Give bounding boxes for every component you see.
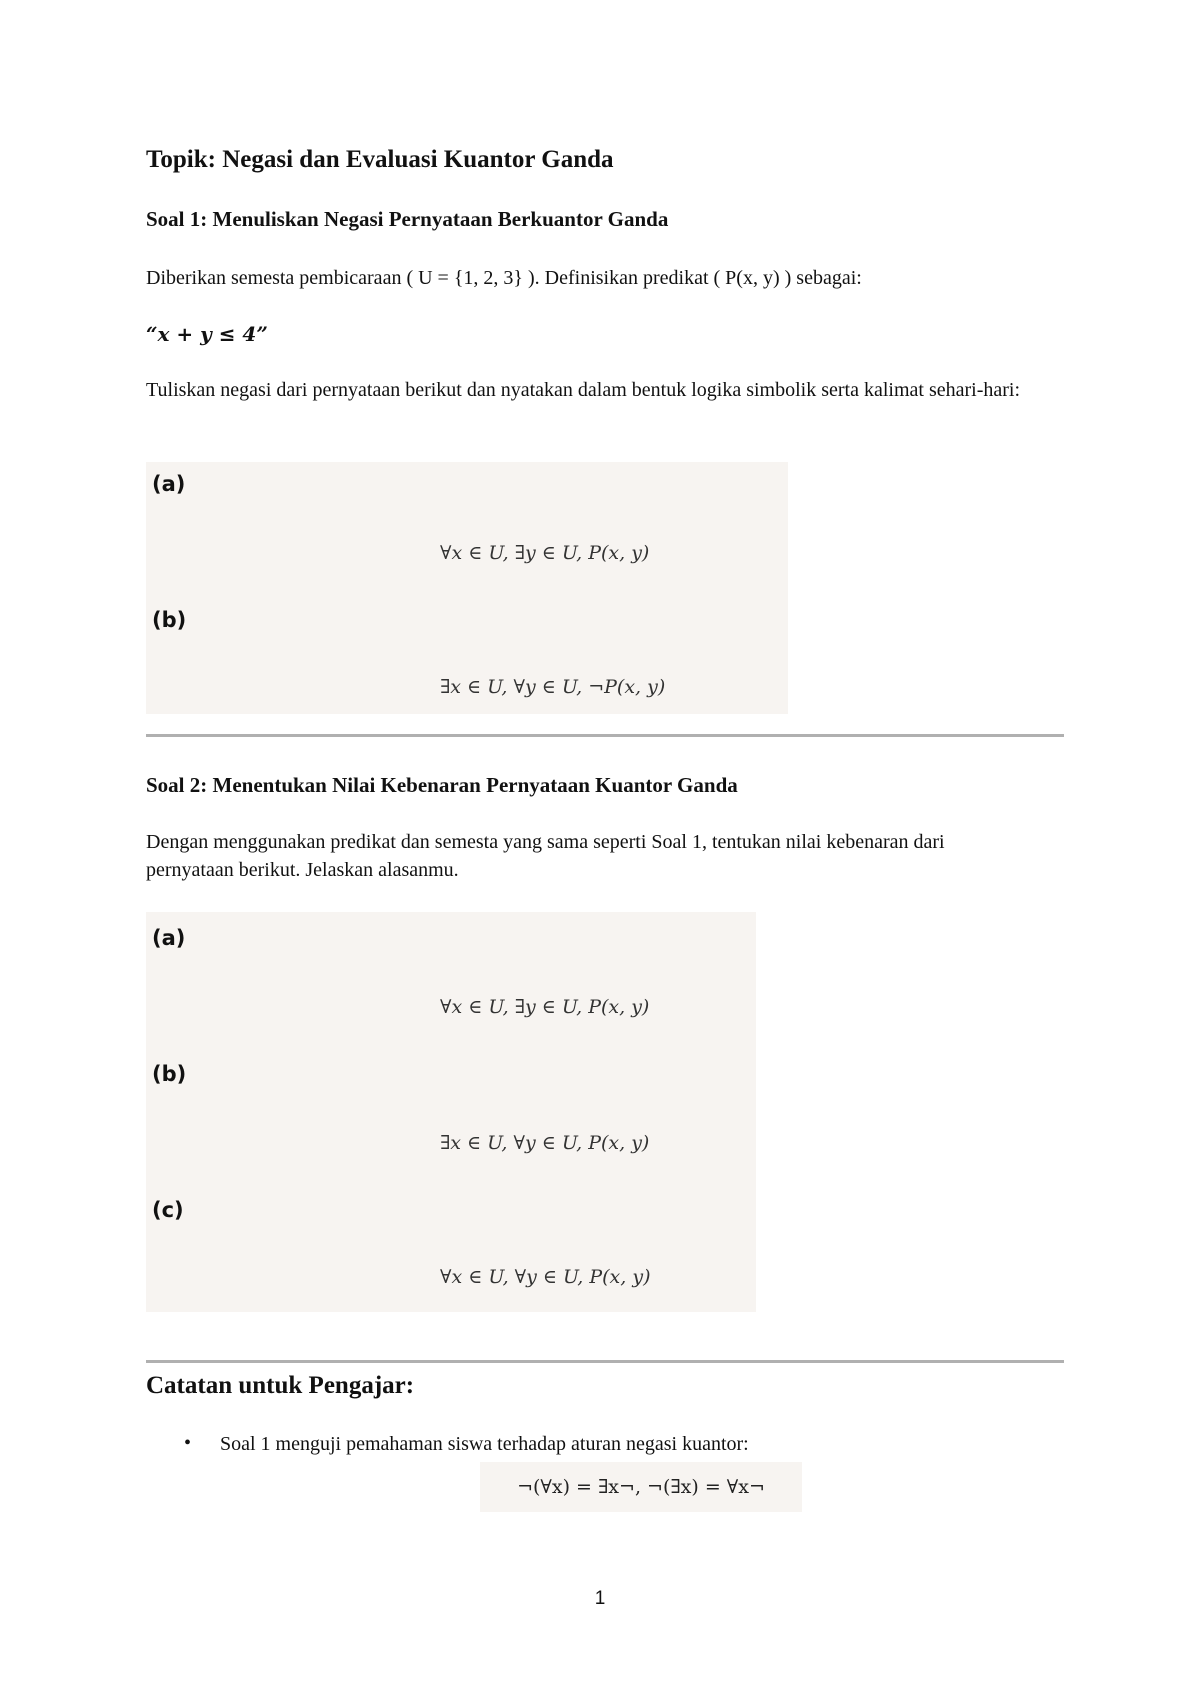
page-number: 1 <box>594 1588 606 1609</box>
soal1-title: Soal 1: Menuliskan Negasi Pernyataan Berkuantor Ganda <box>146 207 669 231</box>
soal2-item-c-label: (c) <box>152 1198 184 1222</box>
soal2-formula-box <box>146 912 756 1312</box>
notes-bullet-1: Soal 1 menguji pemahaman siswa terhadap aturan negasi kuantor: <box>220 1433 749 1455</box>
soal2-item-b-formula: ∃x ∈ U, ∀y ∈ U, P(x, y) <box>440 1132 650 1154</box>
soal2-item-c-formula: ∀x ∈ U, ∀y ∈ U, P(x, y) <box>440 1266 651 1288</box>
soal1-predicate: “x + y ≤ 4” <box>146 322 268 346</box>
notes-title: Catatan untuk Pengajar: <box>146 1372 415 1399</box>
divider <box>146 1360 1064 1363</box>
soal1-item-a-label: (a) <box>152 472 186 496</box>
soal1-item-b-formula: ∃x ∈ U, ∀y ∈ U, ¬P(x, y) <box>440 676 666 698</box>
soal2-item-b-label: (b) <box>152 1062 187 1086</box>
page-title: Topik: Negasi dan Evaluasi Kuantor Ganda <box>146 146 614 173</box>
soal1-intro: Diberikan semesta pembicaraan ( U = {1, 2, 3} ). Definisikan predikat ( P(x, y) ) sebagai: <box>146 267 862 289</box>
soal2-item-a-formula: ∀x ∈ U, ∃y ∈ U, P(x, y) <box>440 996 650 1018</box>
soal1-formula-box <box>146 462 788 714</box>
bullet-icon: • <box>184 1432 192 1454</box>
divider <box>146 734 1064 737</box>
soal2-instruction: Dengan menggunakan predikat dan semesta yang sama seperti Soal 1, tentukan nilai kebenaran dari pernyataan berikut. Jelaskan alasanmu. <box>146 831 945 881</box>
soal1-item-a-formula: ∀x ∈ U, ∃y ∈ U, P(x, y) <box>440 542 650 564</box>
soal2-title: Soal 2: Menentukan Nilai Kebenaran Pernyataan Kuantor Ganda <box>146 773 738 797</box>
soal1-item-b-label: (b) <box>152 608 187 632</box>
soal2-item-a-label: (a) <box>152 926 186 950</box>
notes-bullet-1-formula: ¬(∀x) = ∃x¬, ¬(∃x) = ∀x¬ <box>480 1462 802 1512</box>
soal1-instruction: Tuliskan negasi dari pernyataan berikut dan nyatakan dalam bentuk logika simbolik serta kalimat sehari-hari: <box>146 379 1021 401</box>
